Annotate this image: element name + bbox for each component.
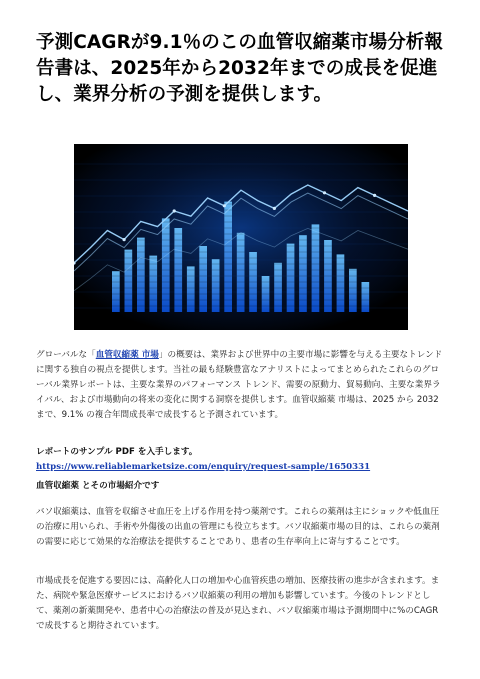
hero-trend-dot bbox=[273, 207, 276, 210]
hero-trend-dot bbox=[123, 238, 126, 241]
hero-bar bbox=[212, 259, 220, 312]
hero-bar bbox=[362, 282, 370, 312]
market-link[interactable]: 血管収縮薬 市場 bbox=[95, 350, 159, 360]
hero-trend-dot bbox=[373, 194, 376, 197]
hero-bar bbox=[224, 202, 232, 312]
definition-paragraph: バソ収縮薬は、血管を収縮させ血圧を上げる作用を持つ薬剤です。これらの薬剤は主にショックや低血圧の治療に用いられ、手術や外傷後の出血の管理にも役立ちます。バソ収縮薬市場の目的は、これらの薬剤の需要に応じて効果的な治療法を提供することであり、患者の生存率向上に寄与することです。 bbox=[36, 507, 440, 547]
sample-url-link[interactable]: https://www.reliablemarketsize.com/enquiry/request-sample/1650331 bbox=[36, 462, 371, 472]
section-heading: 血管収縮薬 とその市場紹介です bbox=[36, 481, 160, 491]
hero-bar bbox=[137, 238, 145, 312]
sample-request-line bbox=[36, 445, 446, 475]
hero-bar bbox=[299, 235, 307, 312]
hero-bar bbox=[199, 246, 207, 312]
hero-chart-graphic bbox=[74, 144, 408, 330]
hero-bar bbox=[337, 254, 345, 312]
hero-bar bbox=[187, 266, 195, 312]
hero-bar bbox=[312, 224, 320, 312]
intro-paragraph bbox=[36, 348, 446, 423]
hero-trend-dot bbox=[223, 204, 226, 207]
hero-bar bbox=[162, 218, 170, 312]
hero-bar bbox=[349, 269, 357, 312]
growth-paragraph: 市場成長を促進する要因には、高齢化人口の増加や心血管疾患の増加、医療技術の進歩が含まれます。また、病院や緊急医療サービスにおけるバソ収縮薬の利用の増加も影響しています。今後のトレンドとして、薬剤の新薬開発や、患者中心の治療法の普及が見込まれ、バソ収縮薬市場は予測期間中に%のCAGRで成長すると期待されています。 bbox=[36, 576, 440, 631]
hero-bar bbox=[287, 244, 295, 312]
intro-body: 」の概要は、業界および世界中の主要市場に影響を与える主要なトレンドに関する独自の視点を提供します。当社の最も経験豊富なアナリストによってまとめられたこれらのグローバル業界レポートは、主要な業界のパフォーマンス トレンド、需要の原動力、貿易動向、主要な業界ライバル、および市場動向の将来の変化に関する洞察を提供します。血管収縮薬 市場は、2025 から 2032 まで、9.1% の複合年間成長率で成長すると予測されています。 bbox=[36, 350, 443, 420]
hero-image bbox=[74, 144, 408, 330]
intro-prefix: グローバルな「 bbox=[36, 350, 96, 360]
hero-trend-dot bbox=[323, 191, 326, 194]
document-title: 予測CAGRが9.1％のこの血管収縮薬市場分析報告書は、2025年から2032年までの成長を促進し、業界分析の予測を提供します。 bbox=[36, 32, 443, 105]
sample-label: レポートのサンプル PDF を入手します。 bbox=[36, 447, 198, 457]
hero-bar bbox=[125, 250, 133, 312]
hero-trend-dot bbox=[173, 209, 176, 212]
